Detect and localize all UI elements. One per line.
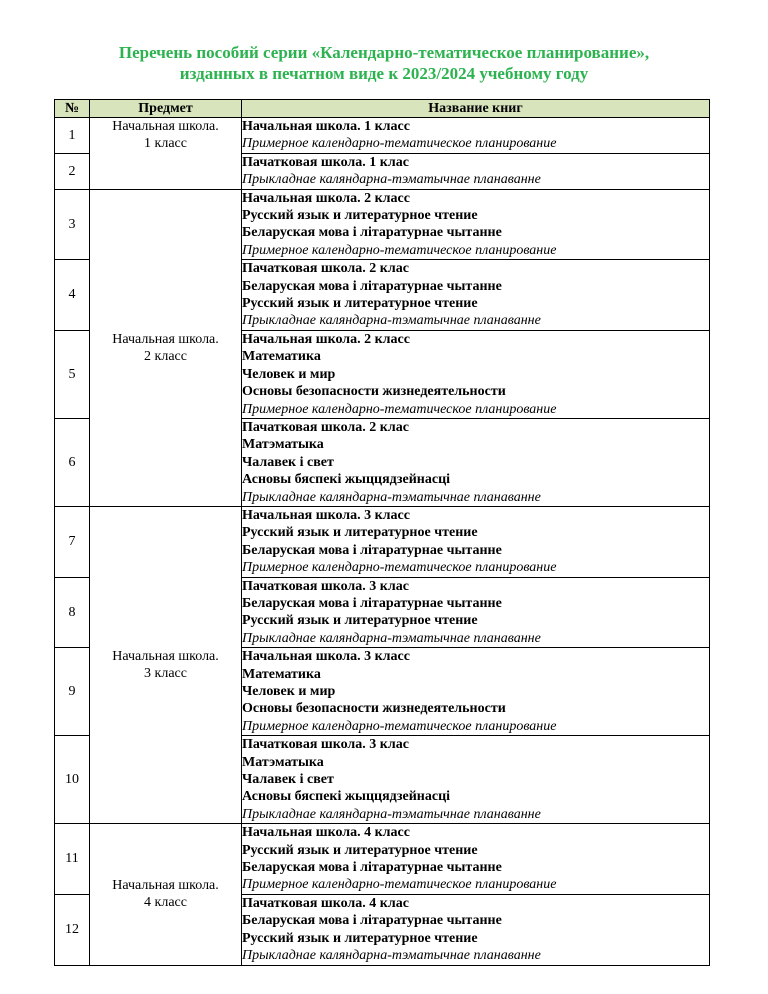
book-subtitle: Примерное календарно-тематическое планирование xyxy=(242,401,557,417)
title-line-2: изданных в печатном виде к 2023/2024 учебному году xyxy=(179,64,589,83)
book-title-cell xyxy=(242,506,710,577)
book-title-line: Начальная школа. 2 класс xyxy=(242,190,410,206)
row-number: 10 xyxy=(55,736,90,824)
book-title-line: Пачатковая школа. 1 клас xyxy=(242,154,409,170)
header-books: Название книг xyxy=(242,100,710,118)
subject-label: Начальная школа. xyxy=(112,649,219,665)
book-title-line: Беларуская мова і літаратурнае чытанне xyxy=(242,595,502,611)
row-number: 5 xyxy=(55,330,90,418)
book-title-line: Русский язык и литературное чтение xyxy=(242,613,478,629)
book-subtitle: Примерное календарно-тематическое планирование xyxy=(242,242,557,258)
subject-label: Начальная школа. xyxy=(112,119,219,134)
book-title-line: Человек и мир xyxy=(242,684,336,699)
row-number: 9 xyxy=(55,648,90,736)
row-number: 11 xyxy=(55,824,90,895)
subject-label: 1 класс xyxy=(144,136,187,151)
book-title-cell xyxy=(242,894,710,965)
title-line-1: Перечень пособий серии «Календарно-тематическое планирование», xyxy=(118,43,650,62)
book-title-line: Беларуская мова і літаратурнае чытанне xyxy=(242,225,502,241)
header-num: № xyxy=(55,100,90,118)
subject-cell xyxy=(90,189,242,506)
book-title-line: Беларуская мова і літаратурнае чытанне xyxy=(242,913,502,929)
row-number: 1 xyxy=(55,118,90,154)
row-number: 2 xyxy=(55,153,90,189)
table-row xyxy=(55,189,710,260)
book-subtitle: Прыкладнае каляндарна-тэматычнае планаванне xyxy=(242,172,541,188)
book-title-line: Пачатковая школа. 2 клас xyxy=(242,261,409,277)
book-title-cell xyxy=(242,648,710,736)
book-title-line: Человек и мир xyxy=(242,366,336,382)
book-title-line: Основы безопасности жизнедеятельности xyxy=(242,384,506,400)
row-number: 7 xyxy=(55,506,90,577)
book-subtitle: Прыкладнае каляндарна-тэматычнае планаванне xyxy=(242,630,541,646)
table-body xyxy=(55,118,710,966)
book-title-cell xyxy=(242,577,710,648)
book-title-line: Математика xyxy=(242,349,321,365)
row-number: 6 xyxy=(55,418,90,506)
book-title-line: Асновы бяспекі жыццядзейнасці xyxy=(242,789,451,805)
book-title-cell xyxy=(242,736,710,824)
book-subtitle: Прыкладнае каляндарна-тэматычнае планаванне xyxy=(242,489,541,505)
book-title-cell xyxy=(242,824,710,895)
book-subtitle: Прыкладнае каляндарна-тэматычнае планаванне xyxy=(242,806,541,822)
book-title-line: Русский язык и литературное чтение xyxy=(242,208,478,224)
book-title-line: Начальная школа. 4 класс xyxy=(242,825,410,841)
book-title-line: Чалавек і свет xyxy=(242,454,334,470)
book-title-line: Русский язык и литературное чтение xyxy=(242,930,478,946)
book-title-line: Начальная школа. 1 класс xyxy=(242,119,410,134)
book-title-line: Пачатковая школа. 4 клас xyxy=(242,895,409,911)
table-row xyxy=(55,506,710,577)
book-subtitle: Прыкладнае каляндарна-тэматычнае планаванне xyxy=(242,313,541,329)
book-title-line: Беларуская мова і літаратурнае чытанне xyxy=(242,278,502,294)
book-title-line: Русский язык и литературное чтение xyxy=(242,525,478,541)
book-title-cell xyxy=(242,418,710,506)
book-title-line: Начальная школа. 3 класс xyxy=(242,649,410,665)
book-title-line: Математика xyxy=(242,666,321,682)
book-subtitle: Прыкладнае каляндарна-тэматычнае планаванне xyxy=(242,948,541,964)
book-title-cell xyxy=(242,189,710,260)
book-title-line: Пачатковая школа. 2 клас xyxy=(242,419,409,435)
table-row xyxy=(55,118,710,154)
book-subtitle: Примерное календарно-тематическое планирование xyxy=(242,718,557,734)
subject-label: 3 класс xyxy=(144,666,187,682)
book-subtitle: Примерное календарно-тематическое планирование xyxy=(242,877,557,893)
row-number: 8 xyxy=(55,577,90,648)
subject-label: Начальная школа. xyxy=(112,878,219,894)
book-title-cell xyxy=(242,260,710,331)
table-row xyxy=(55,824,710,895)
book-title-line: Русский язык и литературное чтение xyxy=(242,842,478,858)
book-subtitle: Примерное календарно-тематическое планирование xyxy=(242,560,557,576)
page-title xyxy=(0,42,768,84)
book-title-line: Пачатковая школа. 3 клас xyxy=(242,578,409,594)
subject-label: 4 класс xyxy=(144,895,187,911)
subject-cell xyxy=(90,824,242,965)
header-subject: Предмет xyxy=(90,100,242,118)
book-title-line: Чалавек і свет xyxy=(242,772,334,788)
book-title-line: Матэматыка xyxy=(242,754,324,770)
row-number: 4 xyxy=(55,260,90,331)
book-title-line: Асновы бяспекі жыццядзейнасці xyxy=(242,472,451,488)
book-title-line: Начальная школа. 2 класс xyxy=(242,331,410,347)
book-title-line: Беларуская мова і літаратурнае чытанне xyxy=(242,542,502,558)
book-title-cell xyxy=(242,153,710,189)
book-title-line: Беларуская мова і літаратурнае чытанне xyxy=(242,860,502,876)
book-title-line: Русский язык и литературное чтение xyxy=(242,296,478,312)
book-title-line: Пачатковая школа. 3 клас xyxy=(242,737,409,753)
book-subtitle: Примерное календарно-тематическое планирование xyxy=(242,136,557,152)
books-table xyxy=(54,99,710,966)
subject-label: 2 класс xyxy=(144,348,187,364)
row-number: 3 xyxy=(55,189,90,260)
subject-label: Начальная школа. xyxy=(112,331,219,347)
book-title-line: Начальная школа. 3 класс xyxy=(242,507,410,523)
row-number: 12 xyxy=(55,894,90,965)
book-title-line: Основы безопасности жизнедеятельности xyxy=(242,701,506,717)
subject-cell xyxy=(90,118,242,190)
table-header-row xyxy=(55,100,710,118)
book-title-cell xyxy=(242,118,710,154)
subject-cell xyxy=(90,506,242,823)
book-title-cell xyxy=(242,330,710,418)
book-title-line: Матэматыка xyxy=(242,437,324,453)
